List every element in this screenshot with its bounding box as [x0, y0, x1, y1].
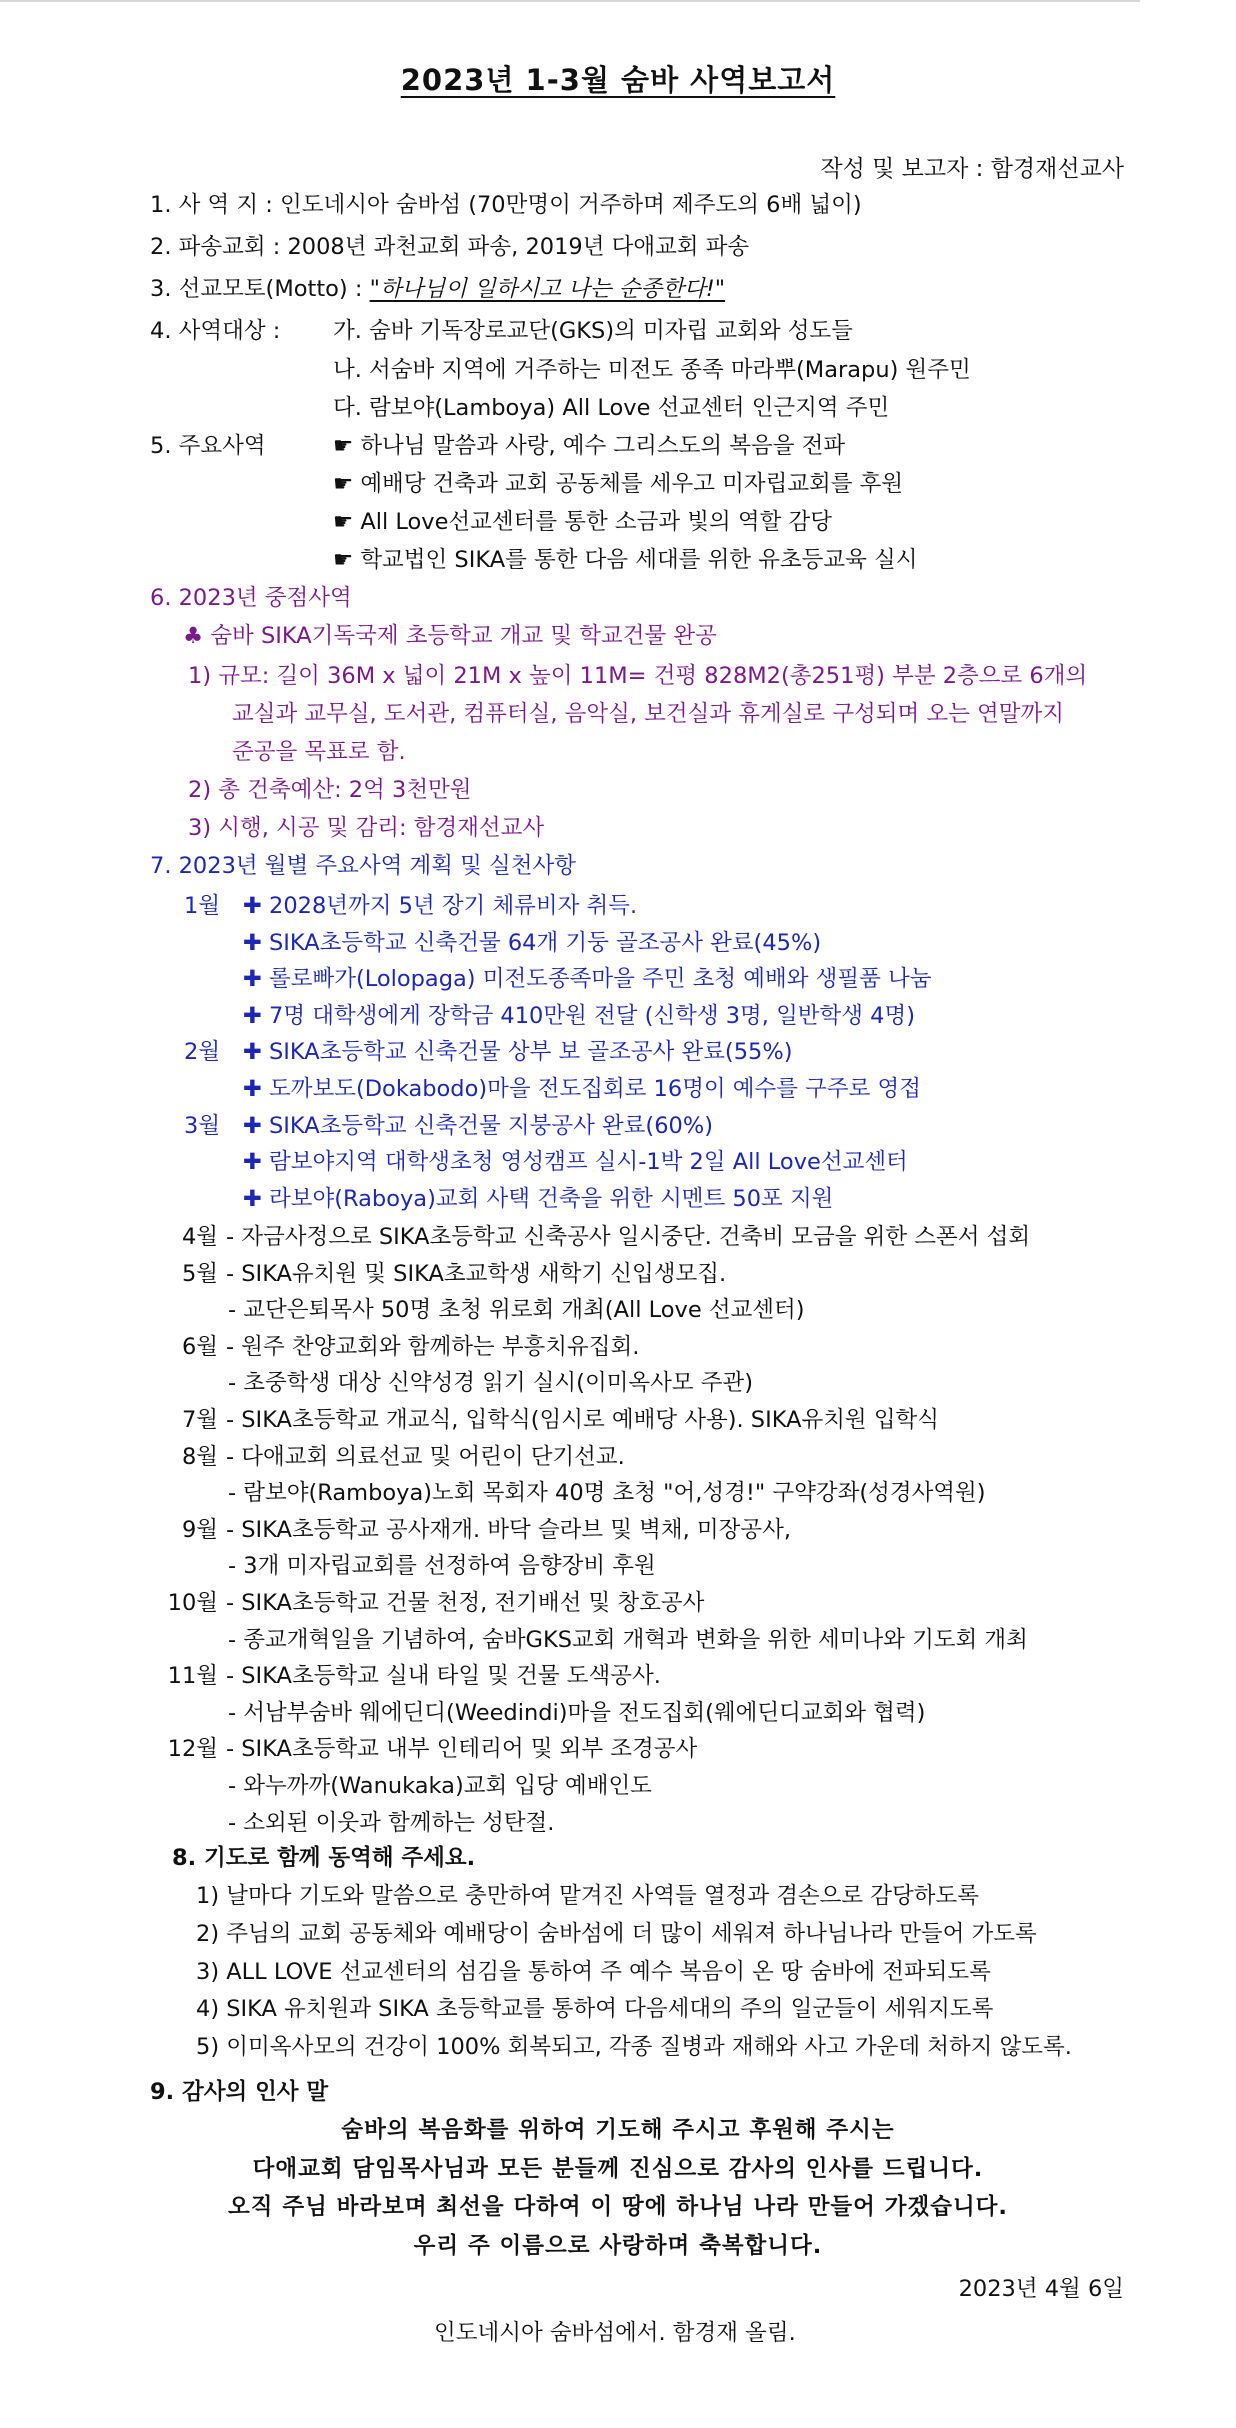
plan-item: - 소외된 이웃과 함께하는 성탄절. — [228, 1809, 555, 1836]
report-title: 2023년 1-3월 숨바 사역보고서 — [400, 63, 836, 97]
section-5-item: ☛ 하나님 말씀과 사랑, 예수 그리스도의 복음을 전파 — [333, 433, 846, 459]
section-9-title: 9. 감사의 인사 말 — [150, 2079, 329, 2105]
signature-line: 인도네시아 숨바섬에서. 함경재 올림. — [434, 2320, 796, 2346]
section-4-item: 가. 숨바 기독장로교단(GKS)의 미자립 교회와 성도들 — [333, 318, 853, 344]
section-3-motto: 3. 선교모토(Motto) : "하나님이 일하시고 나는 순종한다!" — [150, 276, 726, 302]
section-6-title: 6. 2023년 중점사역 — [150, 585, 352, 611]
plan-item: - SIKA초등학교 건물 천정, 전기배선 및 창호공사 — [226, 1590, 705, 1616]
motto-text: "하나님이 일하시고 나는 순종한다!" — [369, 276, 726, 302]
section-6-subtitle: ♣ 숨바 SIKA기독국제 초등학교 개교 및 학교건물 완공 — [183, 623, 717, 649]
month-label: 2월 — [184, 1039, 221, 1066]
plan-item: - 3개 미자립교회를 선정하여 음향장비 후원 — [228, 1553, 656, 1580]
plan-item: - 와누까까(Wanukaka)교회 입당 예배인도 — [228, 1773, 652, 1799]
month-label: 8월 — [181, 1443, 218, 1470]
prayer-item: 5) 이미옥사모의 건강이 100% 회복되고, 각종 질병과 재해와 사고 가운데 처하지 않도록. — [196, 2034, 1072, 2061]
plan-item: - 초중학생 대상 신약성경 읽기 실시(이미옥사모 주관) — [228, 1370, 754, 1397]
completed-item: ✚ 도까보도(Dokabodo)마을 전도집회로 16명이 예수를 구주로 영접 — [243, 1076, 921, 1102]
month-label: 3월 — [184, 1112, 221, 1139]
section-4-label: 4. 사역대상 : — [150, 318, 281, 344]
section-2-sending-church: 2. 파송교회 : 2008년 과천교회 파송, 2019년 다애교회 파송 — [150, 234, 750, 260]
completed-item: ✚ 7명 대학생에게 장학금 410만원 전달 (신학생 3명, 일반학생 4명) — [243, 1002, 915, 1029]
completed-item: ✚ 람보야지역 대학생초청 영성캠프 실시-1박 2일 All Love선교센터 — [243, 1149, 908, 1176]
section-4-item: 나. 서숨바 지역에 거주하는 미전도 종족 마라뿌(Marapu) 원주민 — [333, 357, 971, 383]
month-label: 10월 — [167, 1590, 218, 1616]
section-6-budget: 2) 총 건축예산: 2억 3천만원 — [188, 777, 472, 803]
plan-item: - 자금사정으로 SIKA초등학교 신축공사 일시중단. 건축비 모금을 위한 스폰서 섭회 — [226, 1224, 1031, 1250]
completed-item: ✚ 롤로빠가(Lolopaga) 미전도종족마을 주민 초청 예배와 생필품 나눔 — [243, 966, 932, 993]
thanks-line: 다애교회 담임목사님과 모든 분들께 진심으로 감사의 인사를 드립니다. — [252, 2155, 984, 2182]
prayer-item: 3) ALL LOVE 선교센터의 섬김을 통하여 주 예수 복음이 온 땅 숨바에 전파되도록 — [196, 1958, 991, 1985]
plan-item: - 교단은퇴목사 50명 초청 위로회 개최(All Love 선교센터) — [228, 1297, 805, 1324]
section-5-item: ☛ All Love선교센터를 통한 소금과 빛의 역할 감당 — [333, 509, 832, 535]
prayer-item: 2) 주님의 교회 공동체와 예배당이 숨바섬에 더 많이 세워져 하나님나라 만들어 가도록 — [196, 1920, 1037, 1947]
plan-item: - 종교개혁일을 기념하여, 숨바GKS교회 개혁과 변화을 위한 세미나와 기도회 개최 — [228, 1626, 1028, 1653]
month-label: 6월 — [181, 1333, 218, 1360]
month-label: 4월 — [181, 1224, 218, 1250]
month-label: 1월 — [184, 893, 221, 919]
month-label: 11월 — [167, 1663, 218, 1690]
author-line: 작성 및 보고자 : 함경재선교사 — [820, 156, 1124, 182]
plan-item: - 서남부숨바 웨에딘디(Weedindi)마을 전도집회(웨에딘디교회와 협력) — [228, 1699, 926, 1726]
thanks-line: 우리 주 이름으로 사랑하며 축복합니다. — [413, 2232, 823, 2259]
section-6-scale: 1) 규모: 길이 36M x 넓이 21M x 높이 11M= 건평 828M2(총251평) 부분 2층으로 6개의 — [188, 663, 1088, 689]
completed-item: ✚ 라보야(Raboya)교회 사택 건축을 위한 시멘트 50포 지원 — [243, 1185, 834, 1212]
thanks-line: 숨바의 복음화를 위하여 기도해 주시고 후원해 주시는 — [341, 2117, 895, 2143]
section-6-scale-cont: 준공을 목표로 함. — [232, 739, 406, 765]
plan-item: - SIKA초등학교 개교식, 입학식(임시로 예배당 사용). SIKA유치원 입학식 — [226, 1407, 940, 1433]
completed-item: ✚ SIKA초등학교 신축건물 64개 기둥 골조공사 완료(45%) — [243, 929, 822, 956]
section-5-item: ☛ 예배당 건축과 교회 공동체를 세우고 미자립교회를 후원 — [333, 471, 904, 497]
plan-item: - SIKA유치원 및 SIKA초교학생 새학기 신입생모집. — [226, 1260, 727, 1287]
section-1-location: 1. 사 역 지 : 인도네시아 숨바섬 (70만명이 거주하며 제주도의 6배 넓이) — [150, 192, 862, 218]
top-divider — [0, 0, 1140, 2]
plan-item: - 원주 찬양교회와 함께하는 부흥치유집회. — [226, 1333, 640, 1360]
prayer-item: 1) 날마다 기도와 말씀으로 충만하여 맡겨진 사역들 열정과 겸손으로 감당하도록 — [196, 1883, 979, 1909]
prayer-item: 4) SIKA 유치원과 SIKA 초등학교를 통하여 다음세대의 주의 일군들이 세워지도록 — [196, 1996, 994, 2023]
section-4-item: 다. 람보야(Lamboya) All Love 선교센터 인근지역 주민 — [333, 395, 890, 421]
completed-item: ✚ SIKA초등학교 신축건물 상부 보 골조공사 완료(55%) — [243, 1039, 793, 1066]
plan-item: - SIKA초등학교 공사재개. 바닥 슬라브 및 벽채, 미장공사, — [226, 1516, 792, 1543]
plan-item: - 람보야(Ramboya)노회 목회자 40명 초청 "어,성경!" 구약강좌(성경사역원) — [228, 1480, 986, 1507]
plan-item: - SIKA초등학교 내부 인테리어 및 외부 조경공사 — [226, 1736, 698, 1763]
section-8-title: 8. 기도로 함께 동역해 주세요. — [172, 1845, 476, 1871]
section-7-title: 7. 2023년 월별 주요사역 계획 및 실천사항 — [150, 853, 576, 879]
month-label: 12월 — [167, 1736, 218, 1763]
section-5-item: ☛ 학교법인 SIKA를 통한 다음 세대를 위한 유초등교육 실시 — [333, 547, 918, 573]
completed-item: ✚ 2028년까지 5년 장기 체류비자 취득. — [243, 893, 638, 919]
report-date: 2023년 4월 6일 — [958, 2276, 1124, 2302]
month-label: 7월 — [181, 1407, 218, 1433]
thanks-line: 오직 주님 바라보며 최선을 다하여 이 땅에 하나님 나라 만들어 가겠습니다. — [228, 2194, 1008, 2220]
month-label: 9월 — [181, 1516, 218, 1543]
completed-item: ✚ SIKA초등학교 신축건물 지붕공사 완료(60%) — [243, 1112, 713, 1139]
section-6-scale-cont: 교실과 교무실, 도서관, 컴퓨터실, 음악실, 보건실과 휴게실로 구성되며 오는 연말까지 — [232, 701, 1064, 727]
plan-item: - 다애교회 의료선교 및 어린이 단기선교. — [226, 1443, 625, 1470]
month-label: 5월 — [181, 1260, 218, 1287]
section-6-supervision: 3) 시행, 시공 및 감리: 함경재선교사 — [188, 815, 545, 841]
plan-item: - SIKA초등학교 실내 타일 및 건물 도색공사. — [226, 1663, 661, 1690]
section-5-label: 5. 주요사역 — [150, 433, 266, 459]
